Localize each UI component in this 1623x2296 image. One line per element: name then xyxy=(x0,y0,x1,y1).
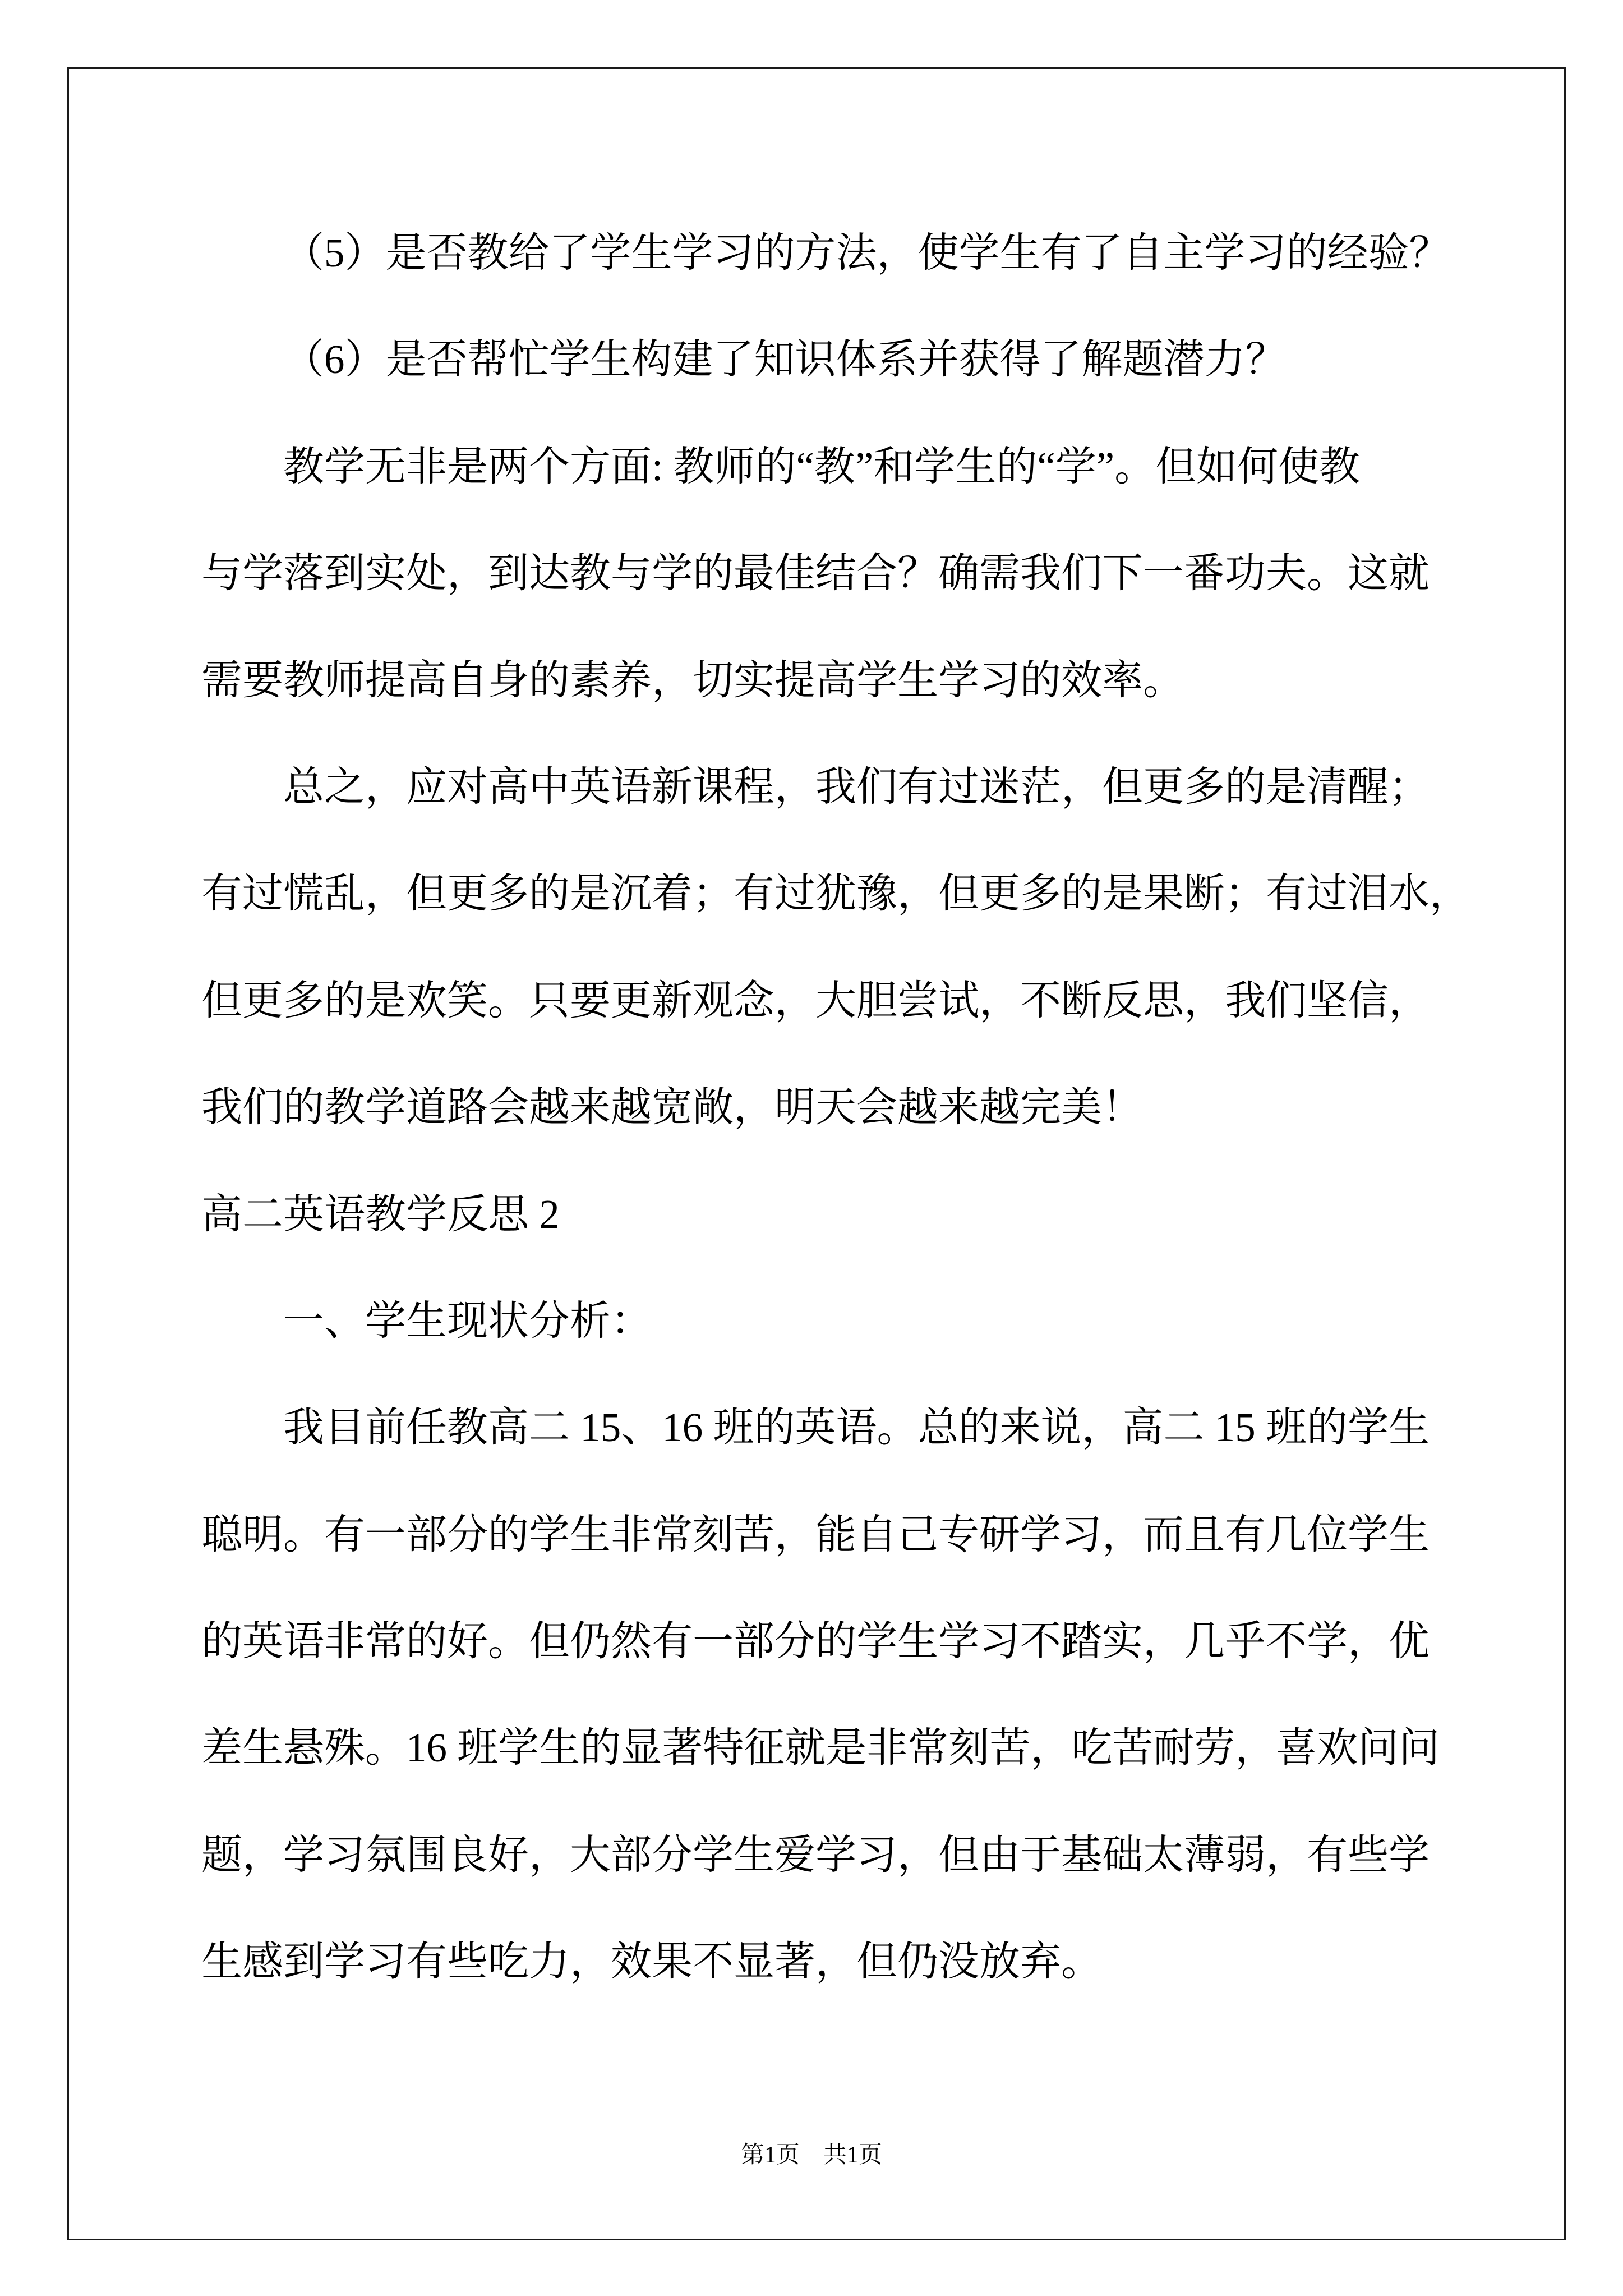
list-item-6 xyxy=(201,306,1491,413)
section-heading xyxy=(201,1161,1491,1268)
list-item-5 xyxy=(201,200,1491,306)
paragraph-line: 但更多的是欢笑。只要更新观念，大胆尝试，不断反思，我们坚信， xyxy=(201,977,1430,1023)
paragraph-line: 我目前任教高二 15、16 班的英语。总的来说，高二 15 班的学生 xyxy=(283,1405,1430,1451)
paragraph-line: 差生悬殊。16 班学生的显著特征就是非常刻苦，吃苦耐劳，喜欢问问 xyxy=(201,1725,1440,1771)
paragraph-line: 有过慌乱，但更多的是沉着；有过犹豫，但更多的是果断；有过泪水， xyxy=(201,871,1470,917)
page-footer xyxy=(0,2140,1623,2170)
paragraph-line: 的英语非常的好。但仍然有一部分的学生学习不踏实，几乎不学，优 xyxy=(201,1618,1430,1664)
list-item-line: （5）是否教给了学生学习的方法，使学生有了自主学习的经验？ xyxy=(283,230,1450,275)
subheading xyxy=(201,1268,1491,1374)
paragraph-line: 生感到学习有些吃力，效果不显著，但仍没放弃。 xyxy=(201,1939,1102,1985)
paragraph-students xyxy=(201,1374,1491,2015)
paragraph-line: 需要教师提高自身的素养，切实提高学生学习的效率。 xyxy=(201,657,1184,703)
document-body xyxy=(201,200,1491,2016)
paragraph-line: 总之，应对高中英语新课程，我们有过迷茫，但更多的是清醒； xyxy=(283,763,1430,809)
paragraph-line: 教学无非是两个方面: 教师的“教”和学生的“学”。但如何使教 xyxy=(283,443,1361,489)
page-total: 共1页 xyxy=(823,2142,883,2168)
section-heading-text: 高二英语教学反思 2 xyxy=(201,1191,560,1237)
paragraph-summary xyxy=(201,734,1491,1161)
paragraph-line: 题，学习氛围良好，大部分学生爱学习，但由于基础太薄弱，有些学 xyxy=(201,1832,1430,1878)
paragraph-line: 与学落到实处，到达教与学的最佳结合？确需我们下一番功夫。这就 xyxy=(201,550,1430,596)
paragraph-line: 聪明。有一部分的学生非常刻苦，能自己专研学习，而且有几位学生 xyxy=(201,1511,1430,1557)
paragraph-line: 我们的教学道路会越来越宽敞，明天会越来越完美！ xyxy=(201,1084,1143,1130)
list-item-line: （6）是否帮忙学生构建了知识体系并获得了解题潜力？ xyxy=(283,337,1287,383)
subheading-text: 一、学生现状分析： xyxy=(283,1297,652,1343)
page-number: 第1页 xyxy=(740,2142,800,2168)
paragraph-teaching xyxy=(201,413,1491,734)
